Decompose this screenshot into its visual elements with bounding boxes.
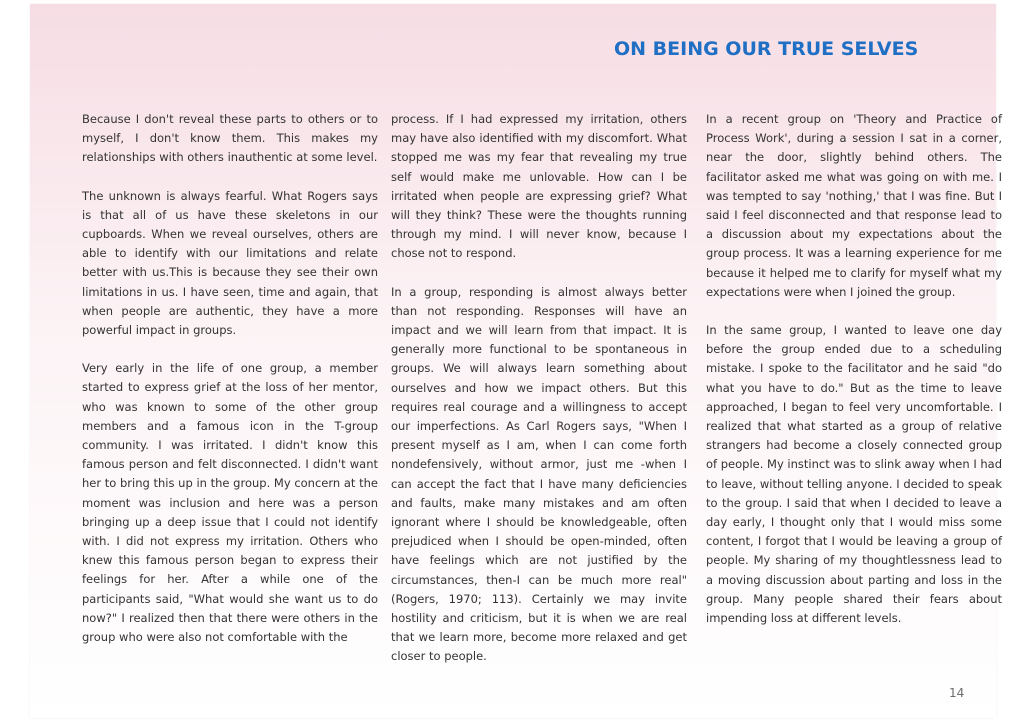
magazine-page xyxy=(30,4,1003,718)
text-column-1 xyxy=(82,110,378,666)
paragraph: Because I don't reveal these parts to others or to myself, I don't know them. This makes my relationships with others inauthentic at some level. xyxy=(82,112,378,165)
text-column-2 xyxy=(391,110,687,686)
paragraph: In the same group, I wanted to leave one day before the group ended due to a scheduling mistake. I spoke to the facilitator and he said "do what you have to do." But as the time to leave approached, I began to feel very uncomfortable. I realized that what started as a group of relative strangers had become a closely connected group of people. My instinct was to slink away when I had to leave, without telling anyone. I decided to speak to the group. I said that when I decided to leave a day early, I thought only that I would miss some content, I forgot that I would be leaving a group of people. My sharing of my thoughtlessness lead to a moving discussion about parting and loss in the group. Many people shared their fears about impending loss at different levels. xyxy=(706,323,1003,626)
paragraph: In a group, responding is almost always better than not responding. Responses will have an impact and we will learn from that impact. It is generally more functional to be spontaneous in groups. We will always learn something about ourselves and how we impact others. But this requires real courage and a willingness to accept our imperfections. As Carl Rogers says, "When I present myself as I am, when I can come forth nondefensively, without armor, just me -when I can accept the fact that I have many deficiencies and faults, make many mistakes and am often ignorant where I should be knowledgeable, often prejudiced when I should be open-minded, often have feelings which are not justified by the circumstances, then-I can be much more real" (Rogers, 1970; 113). Certainly we may invite hostility and criticism, but it is when we are real that we learn more, become more relaxed and get closer to people. xyxy=(391,284,687,664)
paragraph: Very early in the life of one group, a member started to express grief at the loss of her mentor, who was known to some of the other group members and a famous icon in the T-group community. I was irritated. I didn't know this famous person and felt disconnected. I didn't want her to bring this up in the group. My concern at the moment was inclusion and here was a person bringing up a deep issue that I could not identify with. I did not express my irritation. Others who knew this famous person began to express their feelings for her. After a while one of the participants said, "What would she want us to do now?" I realized then that there were others in the group who were also not comfortable with the xyxy=(82,361,378,645)
page-number: 14 xyxy=(949,686,965,700)
page-title: ON BEING OUR TRUE SELVES xyxy=(614,38,919,60)
paragraph: In a recent group on 'Theory and Practice of Process Work', during a session I sat in a corner, near the door, slightly behind others. The facilitator asked me what was going on with me. I was tempted to say 'nothing,' that I was fine. But I said I feel disconnected and that response lead to a discussion about my expectations about the group process. It was a learning experience for me because it helped me to clarify for myself what my expectations were when I joined the group. xyxy=(706,112,1002,299)
paragraph: process. If I had expressed my irritation, others may have also identified with my discomfort. What stopped me was my fear that revealing my true self would make me unlovable. How can I be irritated when people are expressing grief? What will they think? These were the thoughts running through my mind. I will never know, because I chose not to respond. xyxy=(391,112,687,261)
text-column-3 xyxy=(706,110,1002,647)
paragraph: The unknown is always fearful. What Rogers says is that all of us have these skeletons in our cupboards. When we reveal ourselves, others are able to identify with our limitations and relate better with us.This is because they see their own limitations in us. I have seen, time and again, that when people are authentic, they have a more powerful impact in groups. xyxy=(82,188,378,338)
